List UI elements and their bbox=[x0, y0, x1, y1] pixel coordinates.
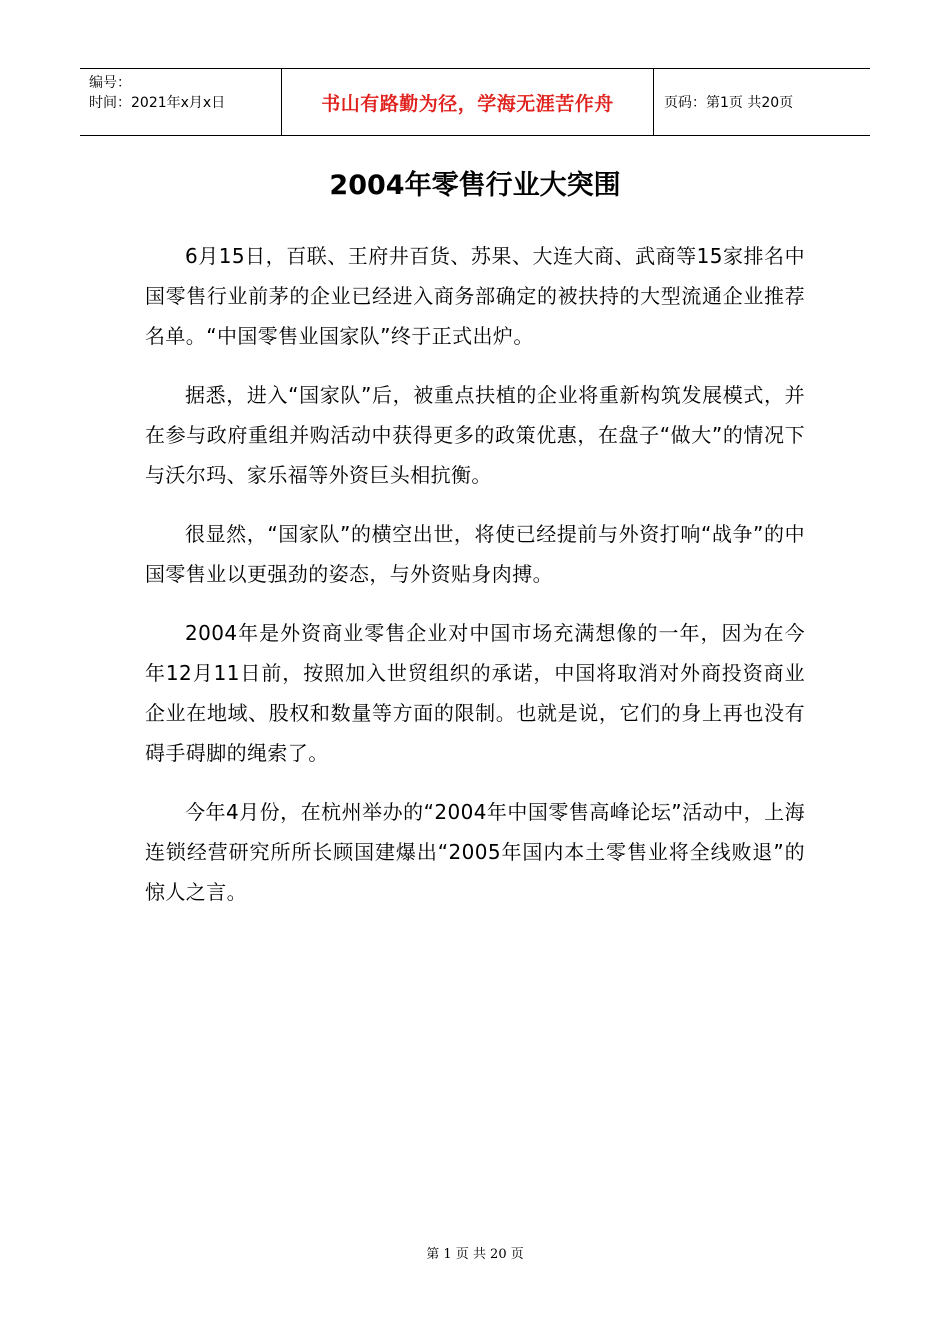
paragraph-2: 据悉，进入“国家队”后，被重点扶植的企业将重新构筑发展模式，并在参与政府重组并购活动中获得更多的政策优惠，在盘子“做大”的情况下与沃尔玛、家乐福等外资巨头相抗衡。 bbox=[145, 383, 805, 487]
date-label: 时间：2021年x月x日 bbox=[89, 95, 226, 111]
document-title: 2004年零售行业大突围 bbox=[329, 170, 621, 201]
header-meta-cell bbox=[80, 69, 282, 135]
header-page-cell bbox=[654, 69, 870, 135]
paragraph-5: 今年4月份，在杭州举办的“2004年中国零售高峰论坛”活动中，上海连锁经营研究所所长顾国建爆出“2005年国内本土零售业将全线败退”的惊人之言。 bbox=[145, 800, 805, 904]
paragraph-1: 6月15日，百联、王府井百货、苏果、大连大商、武商等15家排名中国零售行业前茅的企业已经进入商务部确定的被扶持的大型流通企业推荐名单。“中国零售业国家队”终于正式出炉。 bbox=[145, 244, 805, 348]
document-body bbox=[145, 236, 805, 931]
header-motto-cell bbox=[282, 69, 654, 135]
paragraph-4: 2004年是外资商业零售企业对中国市场充满想像的一年，因为在今年12月11日前，按照加入世贸组织的承诺，中国将取消对外商投资商业企业在地域、股权和数量等方面的限制。也就是说，它们的身上再也没有碍手碍脚的绳索了。 bbox=[145, 621, 805, 765]
motto-text: 书山有路勤为径，学海无涯苦作舟 bbox=[321, 92, 614, 115]
number-label: 编号： bbox=[89, 75, 131, 91]
document-header bbox=[80, 68, 870, 136]
header-page-info: 页码：第1页 共20页 bbox=[664, 95, 794, 111]
page-footer: 第 1 页 共 20 页 bbox=[426, 1247, 524, 1262]
paragraph-3: 很显然，“国家队”的横空出世，将使已经提前与外资打响“战争”的中国零售业以更强劲的姿态，与外资贴身肉搏。 bbox=[145, 522, 805, 586]
